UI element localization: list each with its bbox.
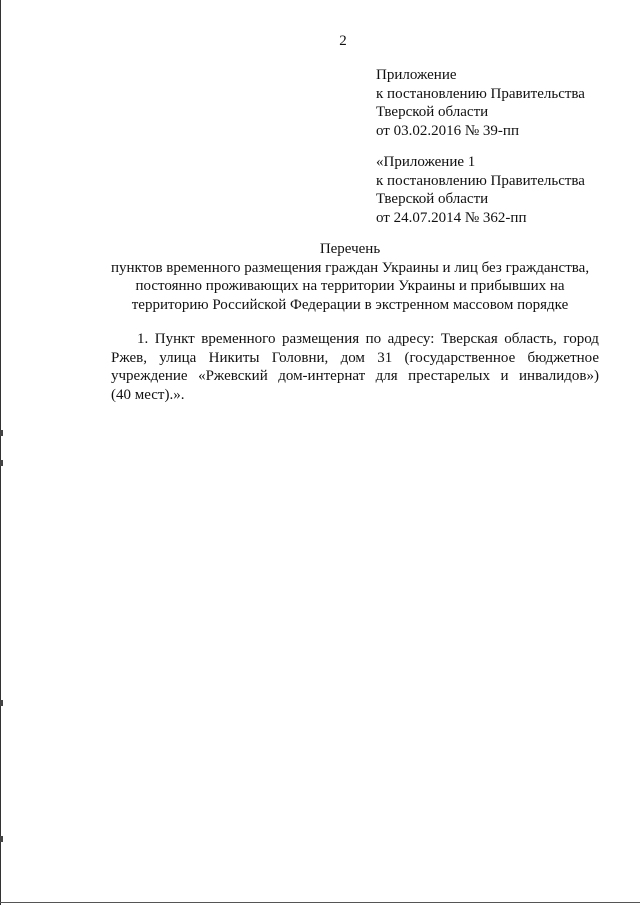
title-line: территорию Российской Федерации в экстренном массовом порядке bbox=[131, 296, 569, 313]
title-line: пунктов временного размещения граждан Украины и лиц без гражданства, bbox=[110, 259, 590, 276]
paragraph-word: учреждение bbox=[111, 368, 188, 384]
paragraph-line: (40 мест).». bbox=[111, 386, 185, 403]
bottom-edge-line bbox=[0, 902, 640, 903]
paragraph-word: город bbox=[563, 331, 599, 347]
attachment-line: к постановлению Правительства bbox=[376, 172, 585, 189]
paragraph-word: бюджетное bbox=[527, 349, 599, 366]
attachment-line: от 24.07.2014 № 362-пп bbox=[376, 209, 527, 226]
document-title bbox=[90, 240, 610, 314]
paragraph-word: престарелых bbox=[408, 368, 491, 384]
paragraph-word: 31 bbox=[377, 349, 393, 366]
attachment-line: к постановлению Правительства bbox=[376, 85, 585, 102]
paragraph-word: временного bbox=[201, 331, 276, 347]
paragraph-word: дом bbox=[340, 349, 365, 366]
paragraph-word: Пункт bbox=[154, 331, 195, 347]
paragraph-word: улица bbox=[159, 349, 197, 366]
paragraph-word: дом-интернат bbox=[278, 368, 366, 384]
paragraph-word: Тверская bbox=[440, 331, 498, 347]
paragraph-word: по bbox=[365, 331, 382, 347]
list-item-paragraph bbox=[111, 330, 599, 404]
attachment-header bbox=[376, 66, 585, 140]
paragraph-word: Ржев, bbox=[111, 349, 147, 366]
paragraph-word: размещения bbox=[281, 331, 360, 347]
paragraph-word: Головни, bbox=[271, 349, 329, 366]
margin-tick bbox=[0, 836, 3, 842]
title-heading: Перечень bbox=[319, 241, 381, 257]
paragraph-word: Никиты bbox=[208, 349, 260, 366]
attachment-line: Тверской области bbox=[376, 104, 489, 120]
paragraph-word: (государственное bbox=[404, 349, 516, 366]
attachment-line: от 03.02.2016 № 39-пп bbox=[376, 122, 519, 139]
paragraph-line bbox=[111, 349, 599, 368]
page-number: 2 bbox=[339, 33, 347, 49]
attachment-line: Приложение bbox=[376, 67, 457, 83]
paragraph-line bbox=[111, 367, 599, 386]
paragraph-line bbox=[111, 330, 599, 349]
paragraph-word: область, bbox=[504, 331, 557, 347]
paragraph-word: 1. bbox=[137, 331, 149, 347]
paragraph-word: «Ржевский bbox=[198, 368, 268, 384]
original-attachment-header bbox=[376, 153, 585, 227]
margin-tick bbox=[0, 460, 3, 466]
attachment-line: Тверской области bbox=[376, 191, 489, 207]
attachment-line: «Приложение 1 bbox=[376, 154, 476, 170]
margin-tick bbox=[0, 700, 3, 706]
margin-tick bbox=[0, 430, 3, 436]
paragraph-word: инвалидов») bbox=[519, 368, 599, 384]
paragraph-word: адресу: bbox=[387, 331, 435, 347]
paragraph-word: для bbox=[375, 368, 398, 384]
left-margin-line bbox=[0, 0, 1, 905]
paragraph-word: и bbox=[500, 368, 509, 384]
title-line: постоянно проживающих на территории Украины и прибывших на bbox=[135, 278, 565, 294]
